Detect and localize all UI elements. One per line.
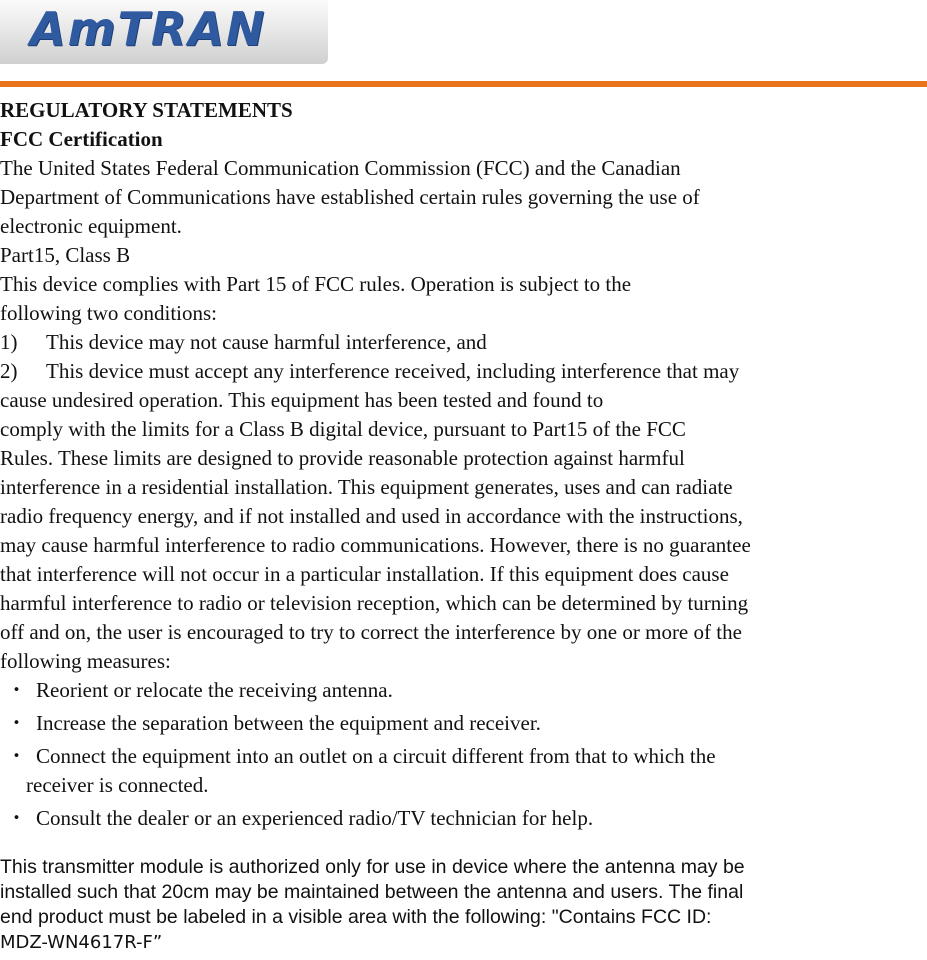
body-line: off and on, the user is encouraged to try to correct the interference by one or more of the	[0, 620, 742, 644]
note-line: This transmitter module is authorized only for use in device where the antenna may be	[0, 856, 745, 878]
measure-item	[6, 709, 920, 738]
condition-number: 2)	[0, 359, 18, 383]
measure-item	[6, 742, 920, 771]
measure-text: Connect the equipment into an outlet on a circuit different from that to which the	[36, 744, 716, 768]
compliance-line: This device complies with Part 15 of FCC rules. Operation is subject to the	[0, 272, 632, 296]
regulatory-document	[0, 96, 920, 833]
body-line: may cause harmful interference to radio communications. However, there is no guarantee	[0, 533, 751, 557]
intro-line: Department of Communications have established certain rules governing the use of	[0, 185, 700, 209]
transmitter-note	[0, 855, 920, 955]
measure-text: Increase the separation between the equipment and receiver.	[36, 711, 541, 735]
condition-item	[0, 328, 920, 357]
page-title: REGULATORY STATEMENTS	[0, 98, 293, 122]
body-line: harmful interference to radio or television reception, which can be determined by turning	[0, 591, 749, 615]
header-divider	[0, 81, 927, 87]
intro-line: electronic equipment.	[0, 214, 182, 238]
condition-text: This device must accept any interference received, including interference that may	[46, 359, 740, 383]
bullet-icon: ・	[6, 744, 27, 768]
body-line: Rules. These limits are designed to provide reasonable protection against harmful	[0, 446, 685, 470]
fcc-id: MDZ-WN4617R-F”	[0, 932, 163, 953]
body-line: cause undesired operation. This equipment has been tested and found to	[0, 388, 604, 412]
compliance-line: following two conditions:	[0, 301, 217, 325]
section-heading: FCC Certification	[0, 127, 163, 151]
measure-item	[6, 804, 920, 833]
note-line: end product must be labeled in a visible area with the following: "Contains FCC ID:	[0, 906, 712, 928]
measure-item	[6, 676, 920, 705]
body-line: radio frequency energy, and if not installed and used in accordance with the instructions,	[0, 504, 743, 528]
measure-text: Consult the dealer or an experienced radio/TV technician for help.	[36, 806, 594, 830]
body-line: comply with the limits for a Class B digital device, pursuant to Part15 of the FCC	[0, 417, 686, 441]
condition-item	[0, 357, 920, 386]
amtran-logo: AmTRAN	[30, 2, 267, 56]
condition-text: This device may not cause harmful interference, and	[46, 330, 487, 354]
bullet-icon: ・	[6, 678, 27, 702]
logo-banner	[0, 0, 328, 64]
intro-line: The United States Federal Communication Commission (FCC) and the Canadian	[0, 156, 681, 180]
measure-continuation: receiver is connected.	[26, 773, 209, 797]
body-line: following measures:	[0, 649, 171, 673]
bullet-icon: ・	[6, 711, 27, 735]
part-label: Part15, Class B	[0, 243, 131, 267]
condition-number: 1)	[0, 330, 18, 354]
note-line: installed such that 20cm may be maintained between the antenna and users. The final	[0, 881, 744, 903]
bullet-icon: ・	[6, 806, 27, 830]
body-line: interference in a residential installation. This equipment generates, uses and can radiate	[0, 475, 733, 499]
measure-text: Reorient or relocate the receiving antenna.	[36, 678, 393, 702]
body-line: that interference will not occur in a particular installation. If this equipment does cause	[0, 562, 729, 586]
